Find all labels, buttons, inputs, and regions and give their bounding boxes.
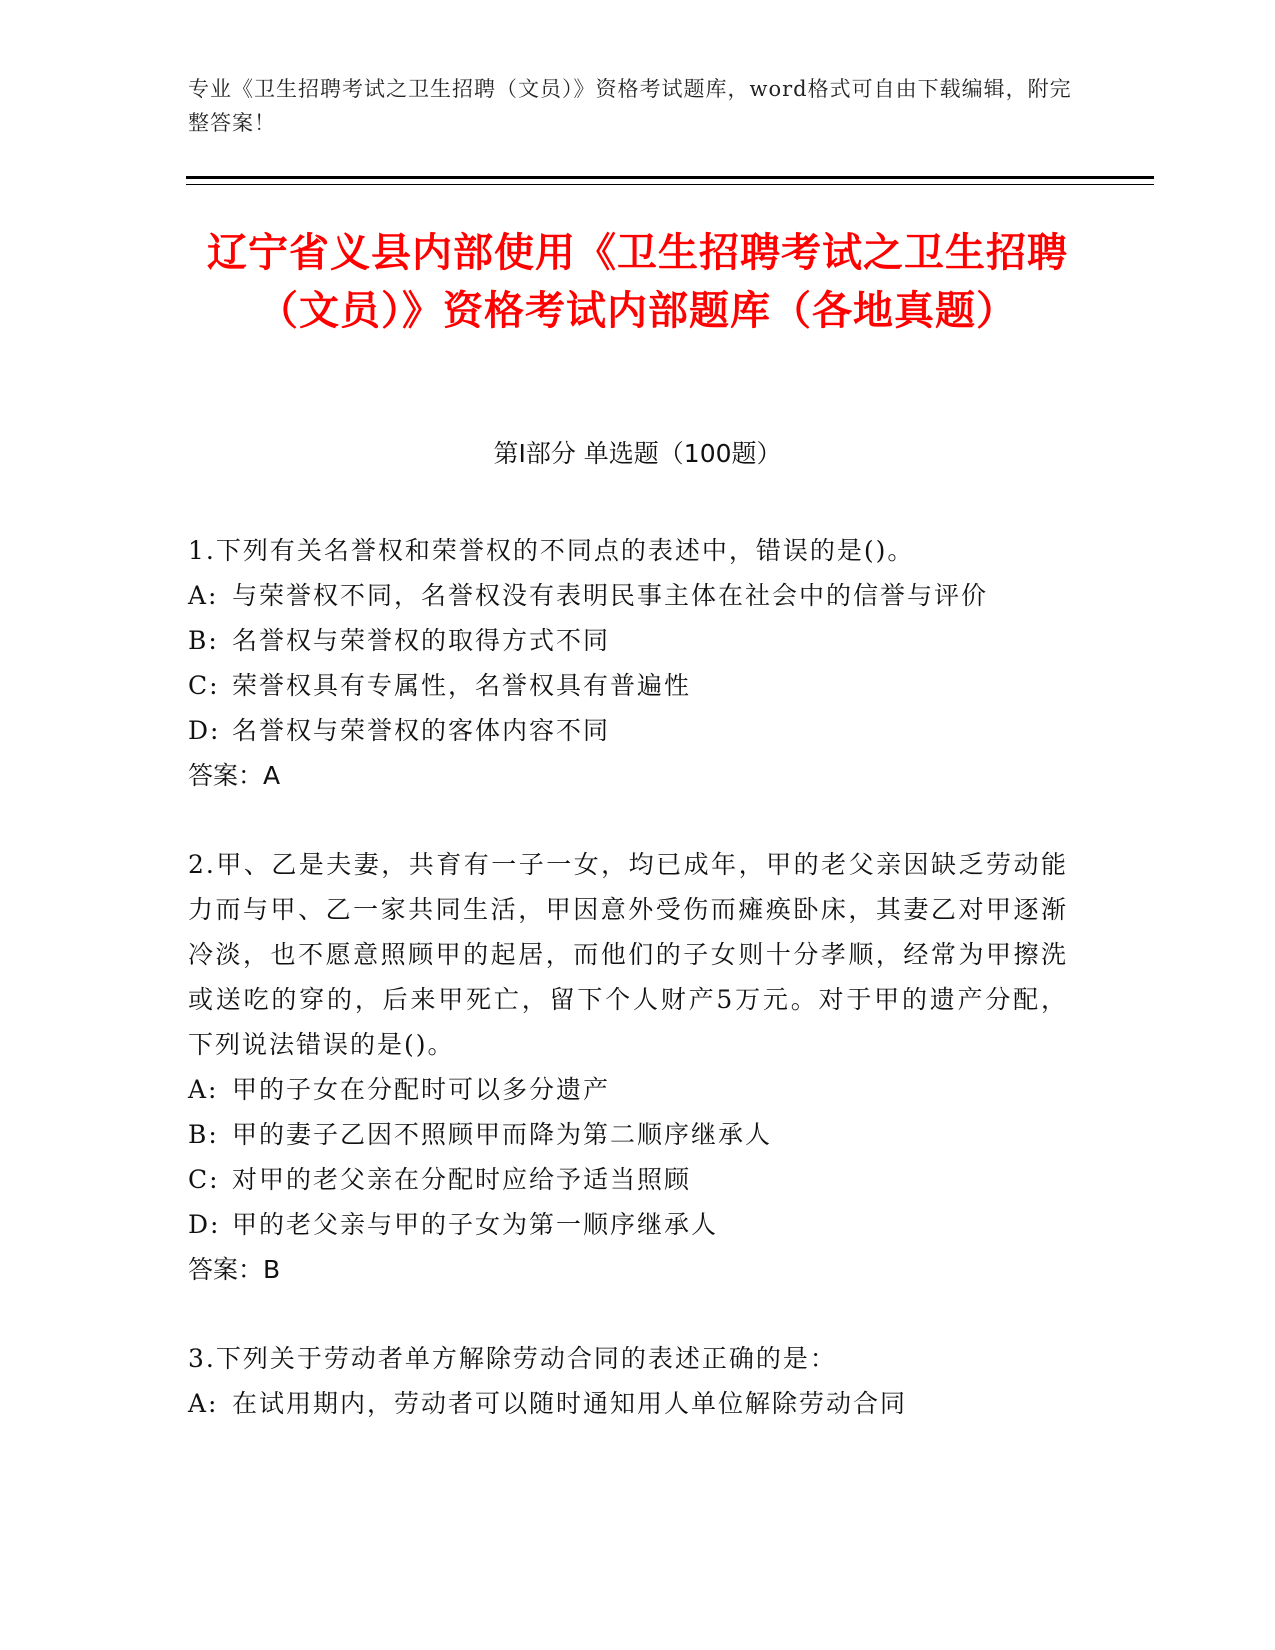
question-2 — [188, 842, 1068, 1292]
option-text: 与荣誉权不同，名誉权没有表明民事主体在社会中的信誉与评价 — [232, 581, 989, 610]
option-a — [188, 573, 1068, 618]
option-key: B: — [188, 626, 219, 655]
option-key: B: — [188, 1120, 219, 1149]
option-text: 名誉权与荣誉权的客体内容不同 — [232, 716, 611, 745]
option-text: 荣誉权具有专属性，名誉权具有普遍性 — [232, 671, 692, 700]
question-stem: 3.下列关于劳动者单方解除劳动合同的表述正确的是： — [188, 1344, 837, 1373]
option-text: 甲的老父亲与甲的子女为第一顺序继承人 — [232, 1210, 719, 1239]
option-key: A: — [188, 581, 219, 610]
section-title: 第I部分 单选题（100题） — [493, 439, 782, 468]
option-key: A: — [188, 1075, 219, 1104]
option-c — [188, 663, 1068, 708]
option-text: 对甲的老父亲在分配时应给予适当照顾 — [232, 1165, 692, 1194]
question-3 — [188, 1336, 1068, 1426]
option-key: A: — [188, 1389, 219, 1418]
option-key: D: — [188, 1210, 221, 1239]
option-text: 甲的妻子乙因不照顾甲而降为第二顺序继承人 — [232, 1120, 773, 1149]
option-text: 甲的子女在分配时可以多分遗产 — [232, 1075, 611, 1104]
answer-line: 答案：A — [188, 761, 281, 790]
option-key: C: — [188, 1165, 220, 1194]
question-1 — [188, 528, 1068, 798]
question-list — [188, 528, 1068, 1470]
option-d — [188, 708, 1068, 753]
option-text: 名誉权与荣誉权的取得方式不同 — [232, 626, 611, 655]
header-divider-thin — [186, 184, 1154, 185]
document-title: 辽宁省义县内部使用《卫生招聘考试之卫生招聘（文员）》资格考试内部题库（各地真题） — [207, 230, 1068, 334]
option-a — [188, 1381, 1068, 1426]
option-key: C: — [188, 671, 220, 700]
answer-line: 答案：B — [188, 1255, 281, 1284]
option-d — [188, 1202, 1068, 1247]
option-key: D: — [188, 716, 221, 745]
question-stem: 2.甲、乙是夫妻，共育有一子一女，均已成年，甲的老父亲因缺乏劳动能力而与甲、乙一家共同生活，甲因意外受伤而瘫痪卧床，其妻乙对甲逐渐冷淡，也不愿意照顾甲的起居，而他们的子女则十分孝顺，经常为甲擦洗或送吃的穿的，后来甲死亡，留下个人财产5万元。对于甲的遗产分配，下列说法错误的是()。 — [188, 850, 1068, 1059]
header-divider-thick — [186, 176, 1154, 179]
option-c — [188, 1157, 1068, 1202]
option-text: 在试用期内，劳动者可以随时通知用人单位解除劳动合同 — [232, 1389, 908, 1418]
option-b — [188, 1112, 1068, 1157]
option-a — [188, 1067, 1068, 1112]
question-stem: 1.下列有关名誉权和荣誉权的不同点的表述中，错误的是()。 — [188, 536, 915, 565]
option-b — [188, 618, 1068, 663]
header-note: 专业《卫生招聘考试之卫生招聘（文员）》资格考试题库，word格式可自由下载编辑，附完整答案！ — [188, 77, 1072, 135]
